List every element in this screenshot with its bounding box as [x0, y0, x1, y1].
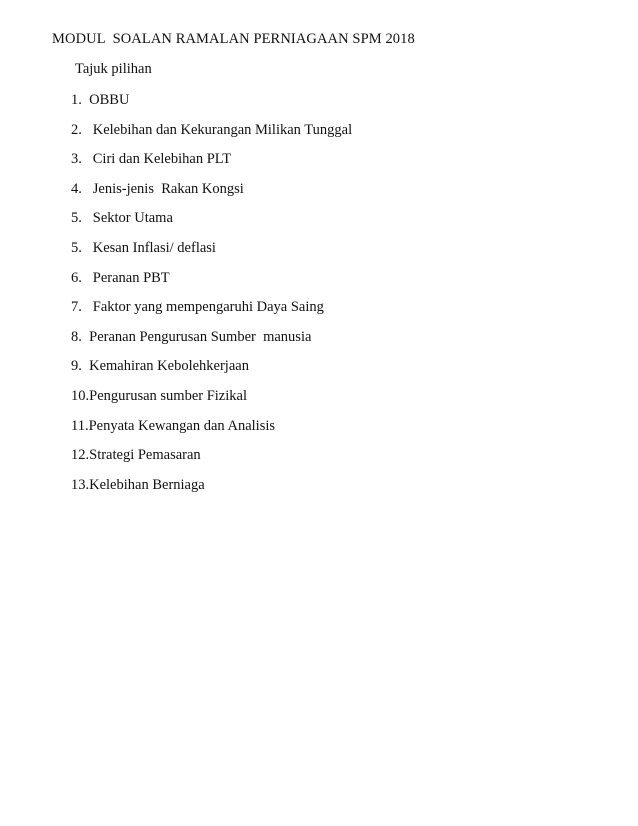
list-item: 11.Penyata Kewangan dan Analisis: [71, 417, 276, 434]
list-item: 5. Kesan Inflasi/ deflasi: [71, 239, 216, 256]
list-item: 9. Kemahiran Kebolehkerjaan: [71, 358, 249, 375]
document-title: MODUL SOALAN RAMALAN PERNIAGAAN SPM 2018: [52, 31, 415, 47]
document-subtitle: Tajuk pilihan: [75, 61, 152, 77]
list-item: 8. Peranan Pengurusan Sumber manusia: [71, 328, 312, 345]
topic-list: [71, 90, 352, 504]
list-item: 12.Strategi Pemasaran: [71, 447, 201, 464]
list-item: 3. Ciri dan Kelebihan PLT: [71, 151, 232, 168]
list-item: 7. Faktor yang mempengaruhi Daya Saing: [71, 299, 324, 316]
list-item: 4. Jenis-jenis Rakan Kongsi: [71, 180, 244, 197]
list-item: 6. Peranan PBT: [71, 269, 170, 286]
list-item: 10.Pengurusan sumber Fizikal: [71, 387, 247, 404]
list-item: 1. OBBU: [71, 92, 130, 108]
list-item: 13.Kelebihan Berniaga: [71, 476, 205, 493]
list-item: 5. Sektor Utama: [71, 210, 173, 227]
list-item: 2. Kelebihan dan Kekurangan Milikan Tunggal: [71, 121, 353, 138]
